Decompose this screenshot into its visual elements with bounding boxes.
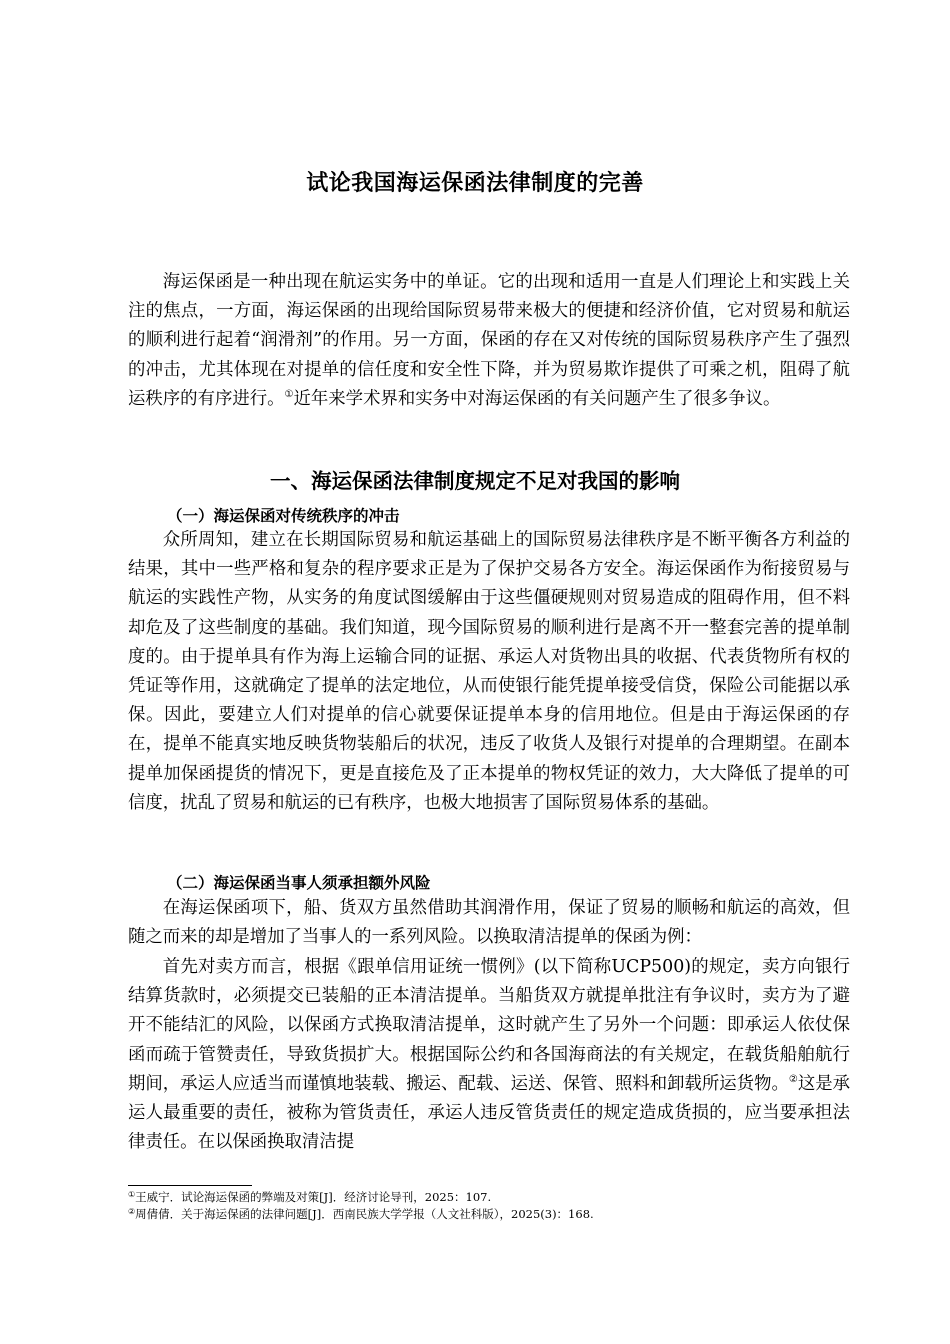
subsection-2-heading: （二）海运保函当事人须承担额外风险 [167,874,431,892]
footnote-2 [128,1207,594,1222]
footnote-2-mark: ② [128,1207,136,1216]
para2-text-a: 首先对卖方而言，根据《跟单信用证统一惯例》(以下简称UCP500)的规定，卖方向银行结算货款时，必须提交已装船的正本清洁提单。当船货双方就提单批注有争议时，卖方为了避开不能结汇的风险，以保函方式换取清洁提单，这时就产生了另外一个问题：即承运人依仗保函而疏于管赞责任，导致货损扩大。根据国际公约和各国海商法的有关规定，在载货船舶航行期间，承运人应适当而谨慎地装载、搬运、配载、运送、保管、照料和卸载所运货物。 [128,957,850,1094]
footnote-2-text: 周倩倩．关于海运保函的法律问题[J]．西南民族大学学报（人文社科版），2025(3)：168. [135,1207,594,1221]
footnote-1 [128,1190,491,1205]
intro-text-1: 海运保函是一种出现在航运实务中的单证。它的出现和适用一直是人们理论上和实践上关注的焦点，一方面，海运保函的出现给国际贸易带来极大的便捷和经济价值，它对贸易和航运的顺利进行起着“润滑剂”的作用。另一方面，保函的存在又对传统的国际贸易秩序产生了强烈的冲击，尤其体现在对提单的信任度和安全性下降，并为贸易欺诈提供了可乘之机，阻碍了航运秩序的有序进行。 [128,272,850,409]
footnote-ref-1[interactable]: ① [284,388,294,400]
para2-text-b: 这是承运人最重要的责任，被称为管货责任，承运人违反管货责任的规定造成货损的，应当要承担法律责任。在以保函换取清洁提 [128,1073,851,1153]
footnote-1-text: 王威宁．试论海运保函的弊端及对策[J]．经济讨论导刊，2025：107. [135,1190,492,1204]
document-title: 试论我国海运保函法律制度的完善 [306,171,644,196]
footnote-1-mark: ① [128,1190,136,1199]
subsection-2-paragraph-1: 在海运保函项下，船、货双方虽然借助其润滑作用，保证了贸易的顺畅和航运的高效，但随之而来的却是增加了当事人的一系列风险。以换取清洁提单的保函为例： [128,898,850,948]
subsection-1-paragraph: 众所周知，建立在长期国际贸易和航运基础上的国际贸易法律秩序是不断平衡各方利益的结果，其中一些严格和复杂的程序要求正是为了保护交易各方安全。海运保函作为衔接贸易与航运的实践性产物，从实务的角度试图缓解由于这些僵硬规则对贸易造成的阻碍作用，但不料却危及了这些制度的基础。我们知道，现今国际贸易的顺利进行是离不开一整套完善的提单制度的。由于提单具有作为海上运输合同的证据、承运人对货物出具的收据、代表货物所有权的凭证等作用，这就确定了提单的法定地位，从而使银行能凭提单接受信贷，保险公司能据以承保。因此，要建立人们对提单的信心就要保证提单本身的信用地位。但是由于海运保函的存在，提单不能真实地反映货物装船后的状况，违反了收货人及银行对提单的合理期望。在副本提单加保函提货的情况下，更是直接危及了正本提单的物权凭证的效力，大大降低了提单的可信度，扰乱了贸易和航运的已有秩序，也极大地损害了国际贸易体系的基础。 [128,530,850,813]
subsection-2-paragraph-2 [128,953,850,1157]
footnote-ref-2[interactable]: ② [788,1073,798,1085]
section-1-heading: 一、海运保函法律制度规定不足对我国的影响 [270,469,680,493]
intro-text-2: 近年来学术界和实务中对海运保函的有关问题产生了很多争议。 [293,388,781,409]
subsection-1-heading: （一）海运保函对传统秩序的冲击 [167,507,400,525]
intro-paragraph [128,268,850,414]
footnote-divider [128,1185,252,1186]
